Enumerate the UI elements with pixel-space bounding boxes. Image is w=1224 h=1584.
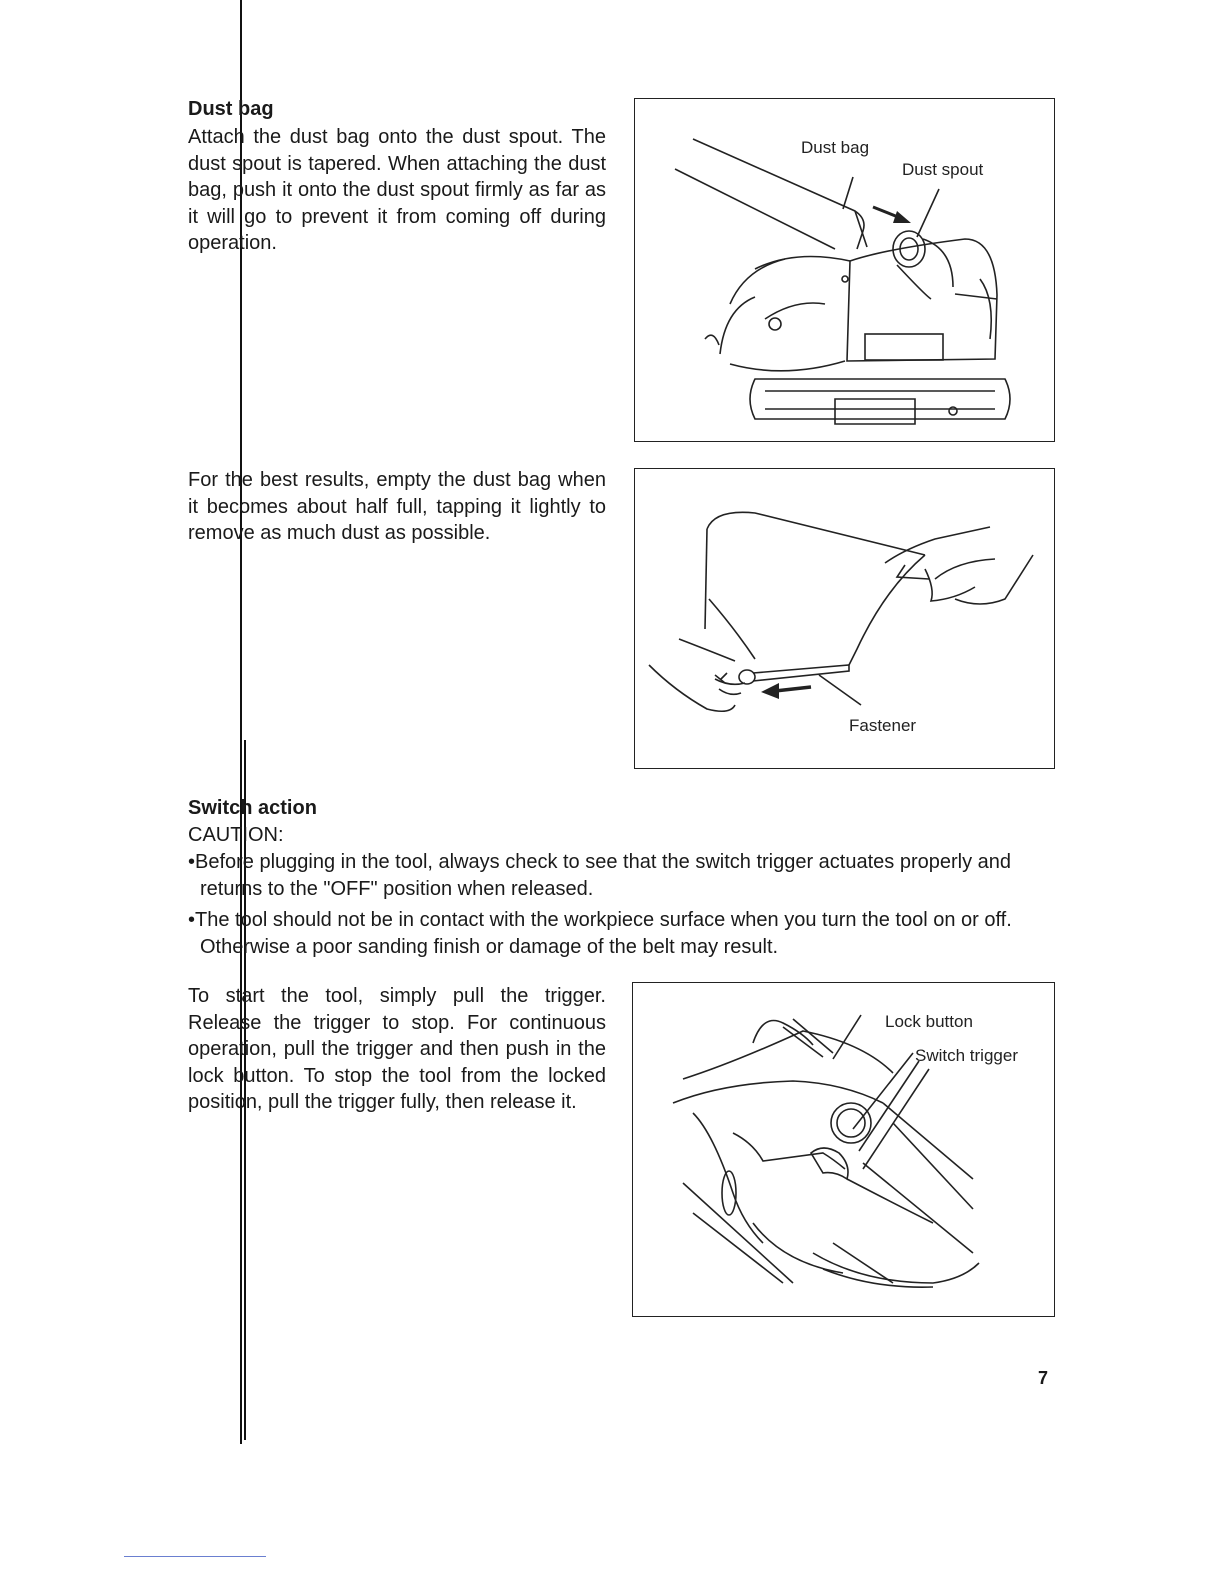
label-lock-button: Lock button [885, 1012, 973, 1031]
switch-action-paragraph: To start the tool, simply pull the trigger. Release the trigger to stop. For continuous operation, pull the trigger and then push in the lock button. To stop the tool from the locked position, pull the trigger fully, then release it. [188, 985, 606, 1113]
figure-empty-dust-bag [634, 468, 1055, 769]
caution-bullet-list [188, 849, 1058, 960]
sander-dust-bag-illustration [635, 99, 1054, 441]
dust-bag-paragraph-1: Attach the dust bag onto the dust spout. The dust spout is tapered. When attaching the dust bag, push it onto the dust spout firmly as far as it will go to prevent it from coming off during operation. [188, 126, 606, 254]
label-dust-spout: Dust spout [902, 160, 984, 179]
switch-trigger-illustration [633, 983, 1054, 1316]
page-number: 7 [1038, 1368, 1049, 1388]
figure-switch-trigger [632, 982, 1055, 1317]
section-heading-dust-bag: Dust bag [188, 98, 274, 120]
caution-label: CAUTION: [188, 824, 284, 846]
figure-dust-bag-attach [634, 98, 1055, 442]
label-switch-trigger: Switch trigger [915, 1046, 1018, 1065]
dust-bag-emptying-illustration [635, 469, 1054, 768]
dust-bag-paragraph-2: For the best results, empty the dust bag when it becomes about half full, tapping it lightly to remove as much dust as possible. [188, 469, 606, 544]
label-dust-bag: Dust bag [801, 138, 870, 157]
scan-underline-mark [124, 1556, 266, 1557]
caution-bullet-1: •Before plugging in the tool, always check to see that the switch trigger actuates properly and returns to the "OFF" position when released. [188, 851, 1012, 900]
label-fastener: Fastener [849, 716, 917, 735]
section-heading-switch-action: Switch action [188, 797, 317, 819]
caution-bullet-2: •The tool should not be in contact with the workpiece surface when you turn the tool on or off. Otherwise a poor sanding finish or damage of the belt may result. [188, 909, 1012, 958]
